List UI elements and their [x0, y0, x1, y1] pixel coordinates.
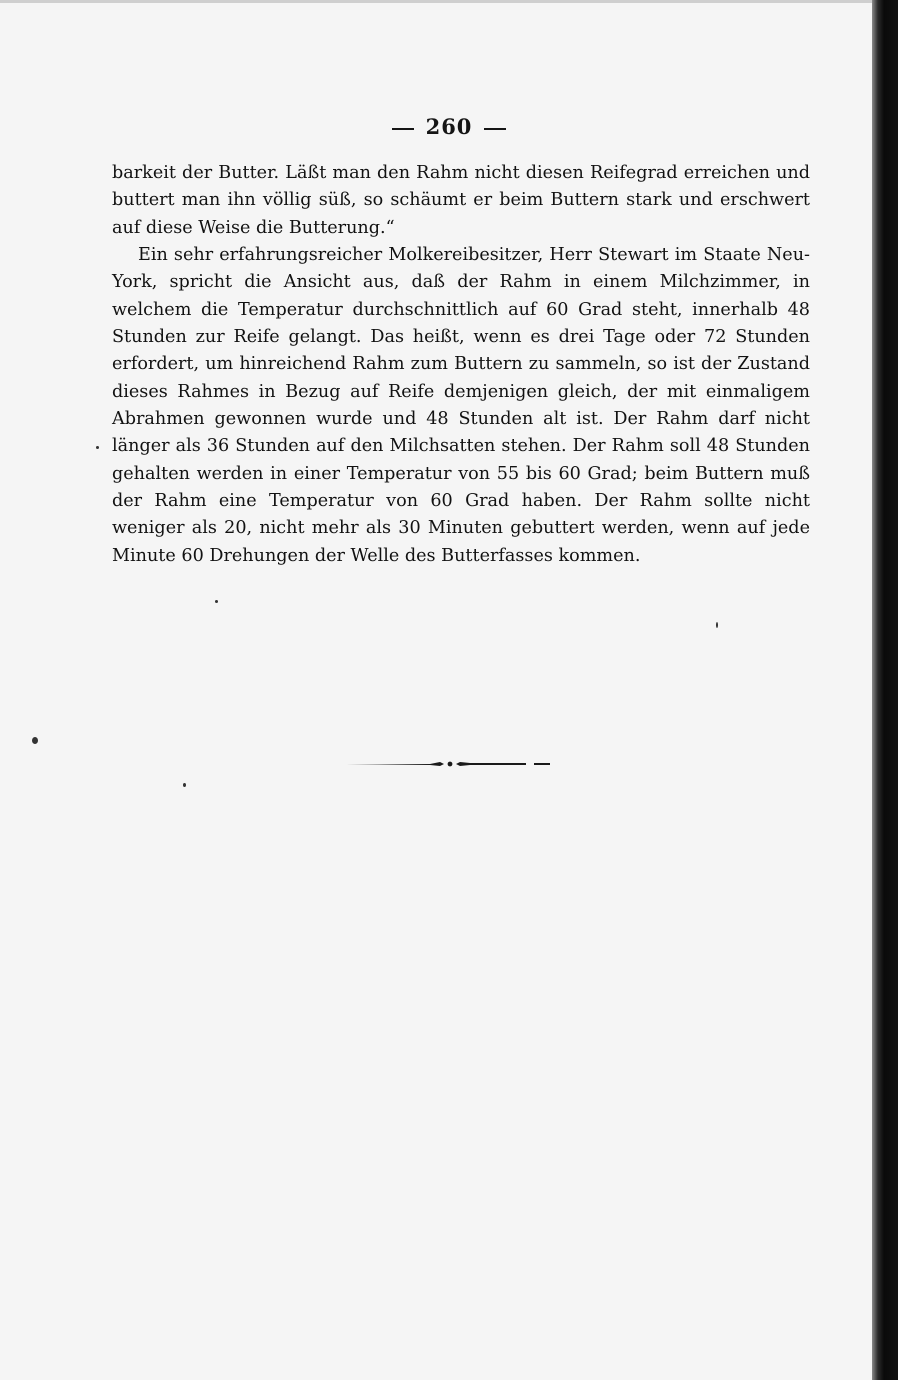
print-speck — [215, 600, 218, 603]
ornament-left-stroke — [346, 762, 444, 766]
ornament-center-dot — [448, 762, 453, 767]
left-dash — [392, 128, 414, 130]
paragraph-stewart: Ein sehr erfahrungsreicher Molkereibesitzer, Herr Stewart im Staate Neu-York, spricht die Ansicht aus, daß der Rahm in einem Milchzimmer, in welchem die Temperatur durchschnittlich auf 60 Grad steht, innerhalb 48 Stunden zur Reife gelangt. Das heißt, wenn es drei Tage oder 72 Stunden erfordert, um hinreichend Rahm zum Buttern zu sammeln, so ist der Zustand dieses Rahmes in Bezug auf Reife demjenigen gleich, der mit einmaligem Abrahmen gewonnen wurde und 48 Stunden alt ist. Der Rahm darf nicht länger als 36 Stunden auf den Milchsatten stehen. Der Rahm soll 48 Stunden gehalten werden in einer Temperatur von 55 bis 60 Grad; beim Buttern muß der Rahm eine Temperatur von 60 Grad haben. Der Rahm sollte nicht weniger als 20, nicht mehr als 30 Minuten gebuttert werden, wenn auf jede Minute 60 Drehungen der Welle des Butterfasses kommen. — [112, 245, 810, 566]
ornament-end-dash — [534, 763, 550, 765]
section-end-ornament — [340, 754, 560, 774]
page-number: 260 — [425, 114, 473, 139]
print-speck — [716, 622, 718, 628]
paragraph-continued: barkeit der Butter. Läßt man den Rahm nicht diesen Reifegrad erreichen und buttert man ihn völlig süß, so schäumt er beim Buttern stark und erschwert auf diese Weise die Butterung.“ — [112, 163, 810, 238]
page-number-header — [0, 114, 898, 139]
body-text — [112, 160, 810, 570]
ornament-right-stroke — [456, 762, 526, 766]
print-speck — [32, 737, 38, 744]
print-speck — [183, 783, 186, 787]
page-top-edge — [0, 0, 898, 3]
print-speck — [96, 446, 99, 449]
page-binding-edge — [872, 0, 898, 1380]
right-dash — [484, 128, 506, 130]
